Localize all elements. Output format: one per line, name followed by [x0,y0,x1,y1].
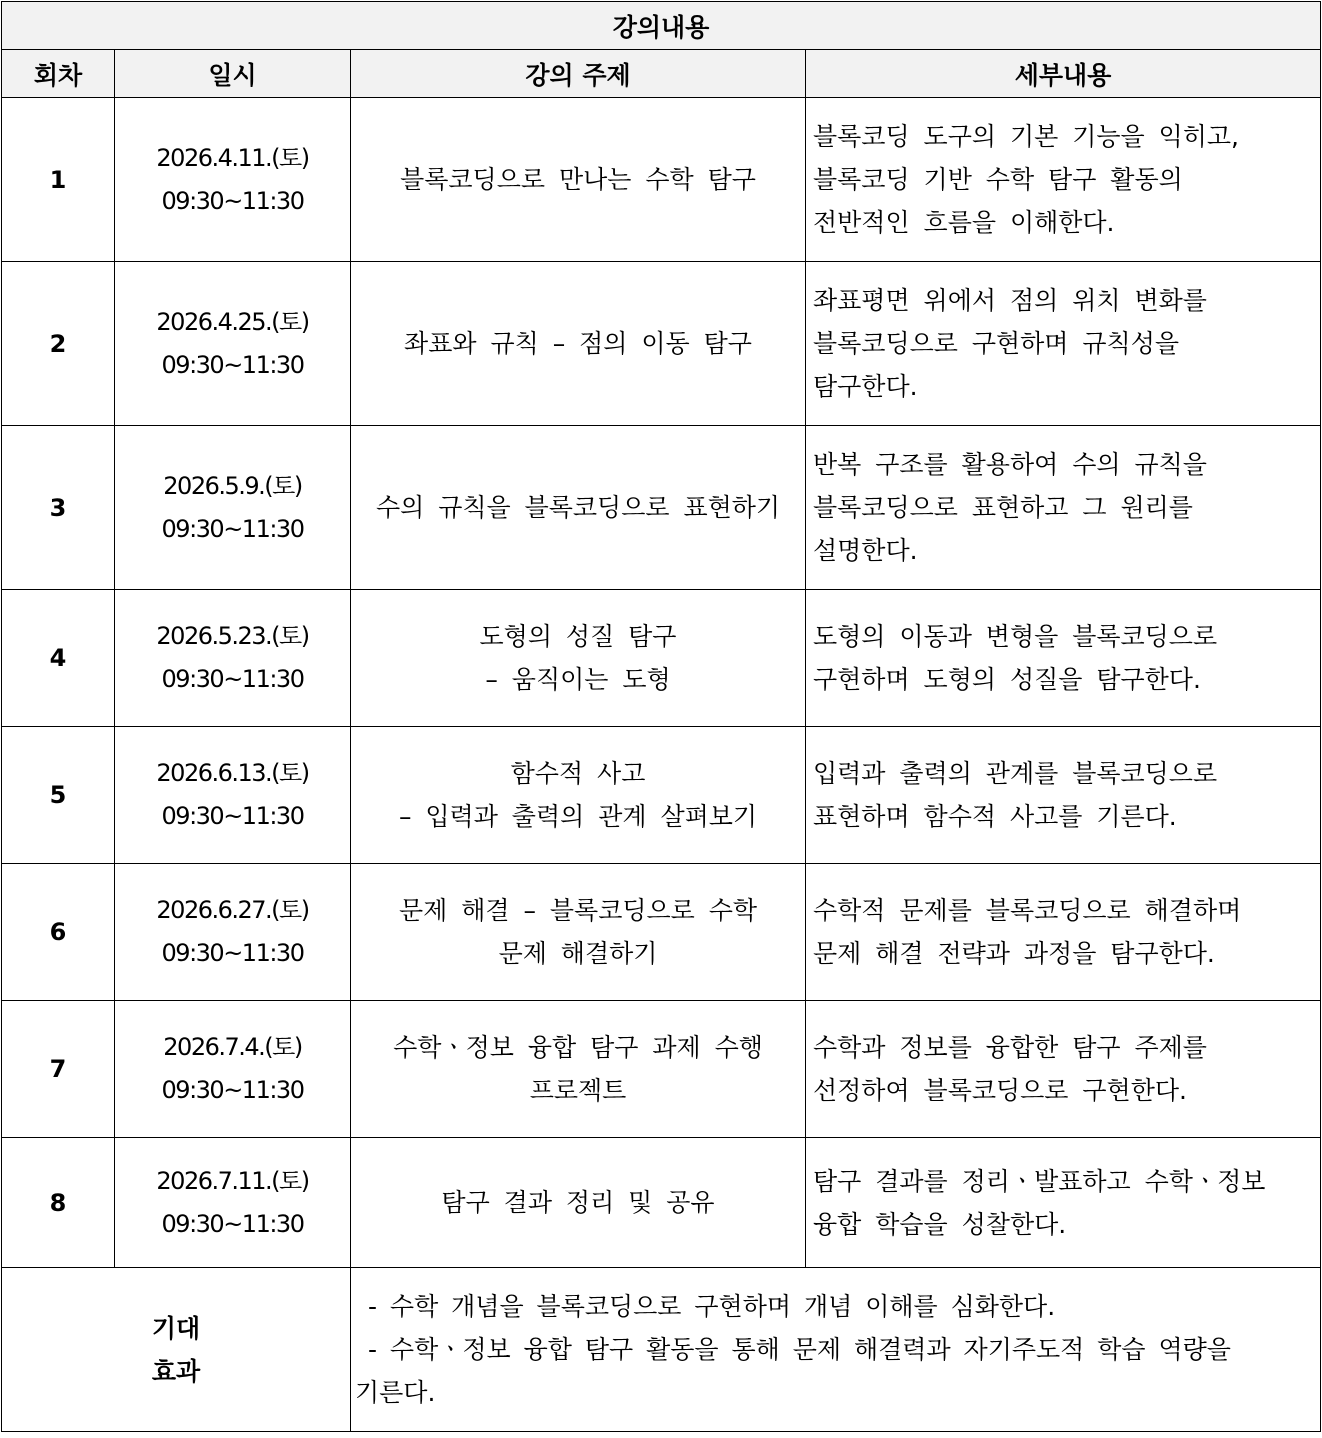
session-time: 09:30~11:30 [161,939,304,967]
detail-line: 구현하며 도형의 성질을 탐구한다. [813,665,1201,694]
session-datetime [115,1001,351,1138]
session-time: 09:30~11:30 [161,350,304,379]
session-topic [351,262,806,426]
session-topic [351,864,806,1001]
topic-line: 수학ㆍ정보 융합 탐구 과제 수행 [393,1033,763,1062]
session-number: 4 [2,590,115,727]
topic-line: 문제 해결하기 [498,939,658,968]
session-topic [351,590,806,727]
detail-line: 설명한다. [813,536,918,565]
session-topic [351,1001,806,1138]
session-time: 09:30~11:30 [161,1076,304,1104]
detail-line: 표현하며 함수적 사고를 기른다. [813,802,1177,831]
expected-effects-label-line1: 기대 [151,1313,201,1343]
session-number: 8 [2,1138,115,1268]
session-datetime [115,1138,351,1268]
table-row [2,426,1321,590]
session-topic [351,727,806,864]
session-time: 09:30~11:30 [161,1209,304,1238]
table-row [2,864,1321,1001]
table-row [2,727,1321,864]
topic-line: 프로젝트 [529,1076,627,1105]
detail-line: 반복 구조를 활용하여 수의 규칙을 [813,450,1207,479]
detail-line: 블록코딩으로 표현하고 그 원리를 [813,493,1193,522]
session-date: 2026.5.9.(토) [163,471,302,500]
session-details [806,1138,1321,1268]
session-details [806,262,1321,426]
session-date: 2026.4.11.(토) [156,143,309,172]
session-number: 5 [2,727,115,864]
session-number: 7 [2,1001,115,1138]
session-datetime [115,864,351,1001]
session-number: 2 [2,262,115,426]
session-date: 2026.6.13.(토) [156,759,309,787]
table-title: 강의내용 [2,2,1321,50]
session-details [806,590,1321,727]
session-number: 1 [2,98,115,262]
detail-line: 입력과 출력의 관계를 블록코딩으로 [813,759,1218,788]
session-details [806,98,1321,262]
header-session: 회차 [2,50,115,98]
detail-line: 도형의 이동과 변형을 블록코딩으로 [813,622,1218,651]
session-time: 09:30~11:30 [161,802,304,830]
detail-line: 탐구한다. [813,372,918,401]
header-datetime: 일시 [115,50,351,98]
expected-effects-text [351,1268,1321,1432]
session-topic [351,426,806,590]
lecture-schedule-table [1,1,1321,1432]
detail-line: 블록코딩으로 구현하며 규칙성을 [813,329,1179,358]
topic-line: – 움직이는 도형 [485,665,671,694]
session-date: 2026.4.25.(토) [156,307,309,336]
session-number: 3 [2,426,115,590]
topic-line: 수의 규칙을 블록코딩으로 표현하기 [375,493,781,522]
topic-line: – 입력과 출력의 관계 살펴보기 [398,802,758,831]
table-row [2,1138,1321,1268]
topic-line: 탐구 결과 정리 및 공유 [441,1188,715,1217]
session-date: 2026.7.11.(토) [156,1166,309,1195]
table-row [2,1001,1321,1138]
detail-line: 융합 학습을 성찰한다. [813,1209,1067,1239]
topic-line: 함수적 사고 [510,759,646,788]
session-topic [351,98,806,262]
session-topic [351,1138,806,1268]
detail-line: 블록코딩 도구의 기본 기능을 익히고, [813,122,1239,151]
expected-effects-label [2,1268,351,1432]
session-datetime [115,727,351,864]
detail-line: 좌표평면 위에서 점의 위치 변화를 [813,286,1207,315]
topic-line: 문제 해결 – 블록코딩으로 수학 [398,896,758,925]
session-datetime [115,262,351,426]
header-details: 세부내용 [806,50,1321,98]
session-details [806,1001,1321,1138]
topic-line: 블록코딩으로 만나는 수학 탐구 [400,165,756,194]
session-datetime [115,590,351,727]
header-topic: 강의 주제 [351,50,806,98]
expected-effect-line: 기른다. [355,1378,436,1407]
session-date: 2026.5.23.(토) [156,622,309,650]
session-date: 2026.7.4.(토) [163,1033,302,1061]
detail-line: 문제 해결 전략과 과정을 탐구한다. [813,939,1215,968]
expected-effect-line: - 수학ㆍ정보 융합 탐구 활동을 통해 문제 해결력과 자기주도적 학습 역량을 [355,1335,1231,1364]
expected-effects-label-line2: 효과 [151,1356,201,1386]
topic-line: 좌표와 규칙 – 점의 이동 탐구 [404,329,752,358]
table-row [2,262,1321,426]
session-time: 09:30~11:30 [161,186,304,215]
session-datetime [115,426,351,590]
detail-line: 탐구 결과를 정리ㆍ발표하고 수학ㆍ정보 [813,1166,1266,1196]
detail-line: 수학과 정보를 융합한 탐구 주제를 [813,1033,1207,1062]
session-number: 6 [2,864,115,1001]
session-time: 09:30~11:30 [161,665,304,693]
session-date: 2026.6.27.(토) [156,896,309,924]
session-details [806,426,1321,590]
detail-line: 선정하여 블록코딩으로 구현한다. [813,1076,1187,1105]
expected-effect-line: - 수학 개념을 블록코딩으로 구현하며 개념 이해를 심화한다. [355,1292,1056,1321]
detail-line: 수학적 문제를 블록코딩으로 해결하며 [813,896,1242,925]
table-row [2,590,1321,727]
session-details [806,864,1321,1001]
table-row [2,98,1321,262]
topic-line: 도형의 성질 탐구 [479,622,677,651]
session-datetime [115,98,351,262]
session-details [806,727,1321,864]
detail-line: 블록코딩 기반 수학 탐구 활동의 [813,165,1183,194]
detail-line: 전반적인 흐름을 이해한다. [813,208,1115,237]
session-time: 09:30~11:30 [161,514,304,543]
